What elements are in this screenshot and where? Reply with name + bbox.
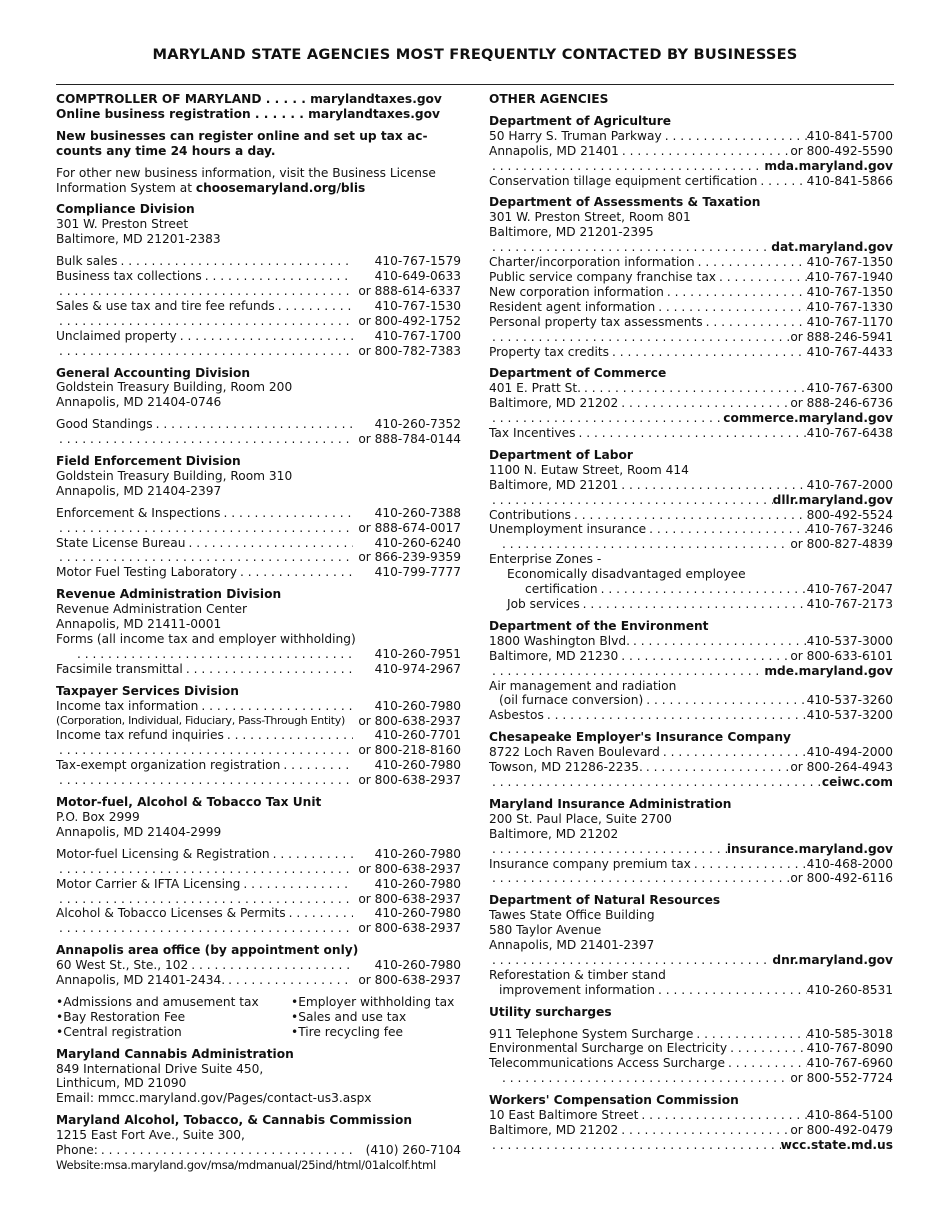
- assessment-item-label: Charter/incorporation information: [489, 255, 695, 270]
- natural-site[interactable]: dnr.maryland.gov: [772, 952, 893, 967]
- chesapeake-phone[interactable]: 410-494-2000: [806, 745, 893, 760]
- refund-alt-row: [56, 743, 461, 758]
- sales-use-phone[interactable]: 410-767-1530: [374, 298, 461, 313]
- general-addr1: Goldstein Treasury Building, Room 200: [56, 380, 293, 395]
- assessment-item-phone[interactable]: 410-767-1330: [806, 299, 893, 314]
- insurance-addr2: Baltimore, MD 21202: [489, 826, 619, 841]
- good-standings-alt[interactable]: or 888-784-0144: [358, 432, 461, 447]
- enforcement-alt[interactable]: or 888-674-0017: [358, 520, 461, 535]
- agriculture-addr2-row: [489, 144, 893, 159]
- tax-exempt-alt[interactable]: or 800-638-2937: [358, 773, 461, 788]
- page-title: MARYLAND STATE AGENCIES MOST FREQUENTLY CONTACTED BY BUSINESSES: [152, 46, 798, 63]
- comptroller-site[interactable]: marylandtaxes.gov: [310, 92, 442, 106]
- forms-label: Forms (all income tax and employer withholding): [56, 632, 356, 646]
- premium-tax-row: [489, 857, 893, 872]
- agriculture-alt[interactable]: or 800-492-5590: [790, 143, 893, 158]
- assessment-item-label: Public service company franchise tax: [489, 269, 717, 284]
- field-enforcement-division: [56, 454, 461, 580]
- agriculture-site[interactable]: mda.maryland.gov: [764, 158, 893, 173]
- general-accounting-division: [56, 366, 461, 448]
- assessments-section: [489, 195, 893, 359]
- table-row: [489, 255, 893, 270]
- asbestos-label: Asbestos: [489, 708, 544, 723]
- revenue-addr2: Annapolis, MD 21411-0001: [56, 617, 222, 632]
- fax-label: Facsimile transmittal: [56, 661, 183, 676]
- unemployment-label: Unemployment insurance: [489, 522, 647, 537]
- workers-addr2: Baltimore, MD 21202: [489, 1123, 619, 1137]
- natural-heading: Department of Natural Resources: [489, 893, 721, 908]
- other-agencies-heading: OTHER AGENCIES: [489, 92, 609, 106]
- workers-addr1-row: [489, 1108, 893, 1123]
- labor-addr2: Baltimore, MD 21201: [489, 477, 619, 492]
- atc-addr1: 1215 East Fort Ave., Suite 300,: [56, 1128, 245, 1143]
- table-row: [489, 270, 893, 285]
- tax-exempt-phone[interactable]: 410-260-7980: [374, 758, 461, 773]
- cannabis-email[interactable]: Email: mmcc.maryland.gov/Pages/contact-us3.aspx: [56, 1091, 372, 1106]
- improvement-phone[interactable]: 410-260-8531: [806, 982, 893, 997]
- agriculture-addr1-row: [489, 129, 893, 144]
- unclaimed-row: [56, 329, 461, 344]
- fuel-licensing-alt[interactable]: or 800-638-2937: [358, 861, 461, 876]
- environment-addr2-row: [489, 649, 893, 664]
- table-row: [489, 285, 893, 300]
- environment-site[interactable]: mde.maryland.gov: [764, 663, 893, 678]
- license-bureau-alt[interactable]: or 866-239-9359: [358, 550, 461, 565]
- alcohol-tobacco-row: [56, 906, 461, 921]
- income-tax-note: (Corporation, Individual, Fiduciary, Pass-Through Entity): [56, 713, 345, 727]
- commerce-site-row: [489, 411, 893, 426]
- assessment-item-label: Resident agent information: [489, 299, 656, 314]
- chesapeake-alt[interactable]: or 800-264-4943: [790, 760, 893, 775]
- taxpayer-services-division: [56, 684, 461, 788]
- chesapeake-addr2-row: [489, 760, 893, 775]
- forms-row: [56, 647, 461, 662]
- revenue-addr1: Revenue Administration Center: [56, 602, 248, 617]
- electricity-surcharge-row: [489, 1041, 893, 1056]
- insurance-heading: Maryland Insurance Administration: [489, 796, 732, 811]
- bulk-sales-label: Bulk sales: [56, 254, 118, 269]
- good-standings-label: Good Standings: [56, 417, 153, 432]
- asbestos-phone[interactable]: 410-537-3200: [806, 708, 893, 723]
- environment-heading: Department of the Environment: [489, 618, 709, 633]
- business-tax-alt[interactable]: or 888-614-6337: [358, 283, 461, 298]
- unemployment-alt[interactable]: or 800-827-4839: [790, 537, 893, 552]
- tax-incentives-row: [489, 426, 893, 441]
- certification-label: certification: [525, 582, 598, 597]
- annapolis-addr1-row: [56, 958, 461, 973]
- fax-row: [56, 662, 461, 677]
- chesapeake-site[interactable]: ceiwc.com: [821, 774, 893, 789]
- premium-tax-alt[interactable]: or 800-492-6116: [790, 871, 893, 886]
- assessments-heading: Department of Assessments & Taxation: [489, 195, 761, 210]
- labor-phone[interactable]: 410-767-2000: [806, 477, 893, 492]
- assessments-alt-row: [489, 330, 893, 345]
- commerce-addr2-row: [489, 396, 893, 411]
- commerce-phone[interactable]: 410-767-6300: [806, 381, 893, 396]
- commerce-addr1: 401 E. Pratt St.: [489, 381, 582, 396]
- chesapeake-addr2: Towson, MD 21286-2235.: [489, 760, 643, 775]
- asbestos-row: [489, 708, 893, 723]
- oil-furnace-row: [489, 693, 893, 708]
- atc-heading: Maryland Alcohol, Tobacco, & Cannabis Commission: [56, 1113, 413, 1128]
- insurance-addr1: 200 St. Paul Place, Suite 2700: [489, 811, 672, 826]
- unclaimed-alt-row: [56, 344, 461, 359]
- alcohol-tobacco-phone[interactable]: 410-260-7980: [374, 906, 461, 921]
- good-standings-row: [56, 417, 461, 432]
- sales-use-row: [56, 299, 461, 314]
- agriculture-phone[interactable]: 410-841-5700: [806, 128, 893, 143]
- assessments-addr1: 301 W. Preston Street, Room 801: [489, 210, 691, 225]
- refund-row: [56, 728, 461, 743]
- labor-site[interactable]: dllr.maryland.gov: [772, 492, 893, 507]
- natural-site-row: [489, 953, 893, 968]
- natural-addr2: 580 Taylor Avenue: [489, 923, 602, 938]
- environment-addr1: 1800 Washington Blvd.: [489, 633, 630, 648]
- comptroller-name: COMPTROLLER OF MARYLAND: [56, 92, 262, 106]
- business-tax-alt-row: [56, 284, 461, 299]
- annapolis-phone[interactable]: 410-260-7980: [374, 958, 461, 973]
- commerce-addr2: Baltimore, MD 21202: [489, 396, 619, 411]
- new-business-note-1: New businesses can register online and set up tax ac-: [56, 128, 428, 143]
- field-addr1: Goldstein Treasury Building, Room 310: [56, 468, 293, 483]
- utility-heading: Utility surcharges: [489, 1004, 612, 1019]
- workers-alt[interactable]: or 800-492-0479: [790, 1123, 893, 1137]
- commerce-alt[interactable]: or 888-246-6736: [790, 396, 893, 411]
- left-column: [56, 92, 461, 1173]
- motorfuel-heading: Motor-fuel, Alcohol & Tobacco Tax Unit: [56, 795, 322, 810]
- agriculture-addr1: 50 Harry S. Truman Parkway: [489, 128, 662, 143]
- assessment-item-phone[interactable]: 410-767-1350: [806, 255, 893, 270]
- fuel-testing-label: Motor Fuel Testing Laboratory: [56, 565, 238, 580]
- unemployment-row: [489, 522, 893, 537]
- motorfuel-addr2: Annapolis, MD 21404-2999: [56, 824, 222, 839]
- labor-addr1: 1100 N. Eutaw Street, Room 414: [489, 462, 689, 477]
- utility-section: [489, 1005, 893, 1087]
- new-business-note-2: counts any time 24 hours a day.: [56, 143, 276, 158]
- cannabis-addr2: Linthicum, MD 21090: [56, 1076, 187, 1091]
- motorfuel-addr1: P.O. Box 2999: [56, 809, 140, 824]
- contributions-row: [489, 508, 893, 523]
- contributions-label: Contributions: [489, 507, 572, 522]
- license-bureau-alt-row: [56, 550, 461, 565]
- environment-site-row: [489, 664, 893, 679]
- property-credits-row: [489, 345, 893, 360]
- agriculture-site-row: [489, 159, 893, 174]
- general-addr2: Annapolis, MD 21404-0746: [56, 395, 222, 410]
- labor-addr2-row: [489, 478, 893, 493]
- unclaimed-alt[interactable]: or 800-782-7383: [358, 343, 461, 358]
- workers-phone[interactable]: 410-864-5100: [806, 1108, 893, 1123]
- telecom-surcharge-phone[interactable]: 410-767-6960: [806, 1056, 893, 1071]
- electricity-surcharge-label: Environmental Surcharge on Electricity: [489, 1041, 728, 1056]
- natural-resources-section: [489, 893, 893, 997]
- tax-exempt-row: [56, 758, 461, 773]
- comptroller-section: [56, 92, 461, 195]
- motor-fuel-unit: [56, 795, 461, 936]
- assessments-addr2: Baltimore, MD 21201-2395: [489, 225, 654, 240]
- revenue-heading: Revenue Administration Division: [56, 587, 282, 602]
- environment-alt[interactable]: or 800-633-6101: [790, 648, 893, 663]
- income-tax-alt[interactable]: or 800-638-2937: [358, 713, 461, 728]
- telecom-surcharge-row: [489, 1056, 893, 1071]
- insurance-site[interactable]: insurance.maryland.gov: [726, 841, 893, 856]
- fuel-licensing-row: [56, 847, 461, 862]
- alcohol-tobacco-label: Alcohol & Tobacco Licenses & Permits: [56, 906, 286, 921]
- natural-addr3: Annapolis, MD 21401-2397: [489, 938, 655, 953]
- chesapeake-addr1: 8722 Loch Raven Boulevard: [489, 745, 660, 760]
- fuel-licensing-alt-row: [56, 862, 461, 877]
- fuel-licensing-label: Motor-fuel Licensing & Registration: [56, 846, 270, 861]
- license-bureau-label: State License Bureau: [56, 535, 186, 550]
- ifta-alt[interactable]: or 800-638-2937: [358, 891, 461, 906]
- conservation-label: Conservation tillage equipment certification: [489, 173, 758, 188]
- chesapeake-site-row: [489, 775, 893, 790]
- list-item: • Bay Restoration Fee: [56, 1010, 291, 1025]
- certification-row: [489, 582, 893, 597]
- tax-exempt-label: Tax-exempt organization registration: [56, 758, 281, 773]
- telephone-surcharge-phone[interactable]: 410-585-3018: [806, 1026, 893, 1041]
- assessment-item-phone[interactable]: 410-767-1170: [806, 314, 893, 329]
- sales-use-alt[interactable]: or 800-492-1752: [358, 313, 461, 328]
- online-registration-label: Online business registration: [56, 106, 251, 121]
- environment-addr1-row: [489, 634, 893, 649]
- air-management-label: Air management and radiation: [489, 678, 677, 693]
- list-item: • Admissions and amusement tax: [56, 995, 291, 1010]
- annapolis-alt[interactable]: or 800-638-2937: [358, 973, 461, 988]
- labor-section: [489, 448, 893, 612]
- environment-phone[interactable]: 410-537-3000: [806, 633, 893, 648]
- online-registration-dots: . . . . . .: [250, 106, 309, 121]
- workers-site[interactable]: wcc.state.md.us: [780, 1137, 893, 1152]
- chesapeake-addr1-row: [489, 745, 893, 760]
- telecom-surcharge-alt-row: [489, 1071, 893, 1086]
- unemployment-alt-row: [489, 537, 893, 552]
- refund-phone[interactable]: 410-260-7701: [374, 728, 461, 743]
- field-heading: Field Enforcement Division: [56, 454, 241, 469]
- environment-addr2: Baltimore, MD 21230: [489, 648, 619, 663]
- assessment-item-label: New corporation information: [489, 284, 664, 299]
- atc-phone-row: [56, 1143, 461, 1158]
- comptroller-line: [56, 92, 461, 107]
- ifta-alt-row: [56, 892, 461, 907]
- compliance-addr1: 301 W. Preston Street: [56, 217, 189, 232]
- assessments-site[interactable]: dat.maryland.gov: [771, 240, 893, 255]
- atc-website[interactable]: Website:msa.maryland.gov/msa/mdmanual/25ind/html/01alcolf.html: [56, 1158, 436, 1172]
- agriculture-heading: Department of Agriculture: [489, 113, 671, 128]
- natural-addr1: Tawes State Office Building: [489, 908, 655, 923]
- income-tax-label: Income tax information: [56, 698, 199, 713]
- cannabis-administration: [56, 1047, 461, 1107]
- labor-heading: Department of Labor: [489, 447, 633, 462]
- agriculture-section: [489, 114, 893, 189]
- fuel-licensing-phone[interactable]: 410-260-7980: [374, 846, 461, 861]
- premium-tax-phone[interactable]: 410-468-2000: [806, 856, 893, 871]
- commerce-addr1-row: [489, 381, 893, 396]
- commerce-heading: Department of Commerce: [489, 366, 667, 381]
- chesapeake-section: [489, 730, 893, 790]
- general-heading: General Accounting Division: [56, 365, 251, 380]
- list-item: • Tire recycling fee: [291, 1025, 461, 1040]
- enforcement-row: [56, 506, 461, 521]
- fuel-testing-phone[interactable]: 410-799-7777: [374, 565, 461, 580]
- good-standings-phone[interactable]: 410-260-7352: [374, 417, 461, 432]
- ifta-row: [56, 877, 461, 892]
- conservation-phone[interactable]: 410-841-5866: [806, 173, 893, 188]
- oil-furnace-label: (oil furnace conversion): [499, 693, 644, 708]
- cannabis-heading: Maryland Cannabis Administration: [56, 1046, 294, 1061]
- environment-section: [489, 619, 893, 723]
- business-tax-row: [56, 269, 461, 284]
- enforcement-phone[interactable]: 410-260-7388: [374, 505, 461, 520]
- online-registration-site[interactable]: marylandtaxes.gov: [308, 106, 440, 121]
- conservation-row: [489, 174, 893, 189]
- bulk-sales-row: [56, 254, 461, 269]
- blis-link[interactable]: choosemaryland.org/blis: [195, 180, 366, 195]
- property-credits-phone[interactable]: 410-767-4433: [806, 344, 893, 359]
- list-item: • Employer withholding tax: [291, 995, 461, 1010]
- field-addr2: Annapolis, MD 21404-2397: [56, 483, 222, 498]
- compliance-addr2: Baltimore, MD 21201-2383: [56, 232, 221, 247]
- assessment-item-phone[interactable]: 410-767-1350: [806, 284, 893, 299]
- other-info-text: Information System at: [56, 180, 196, 195]
- cannabis-addr1: 849 International Drive Suite 450,: [56, 1061, 264, 1076]
- agriculture-addr2: Annapolis, MD 21401: [489, 143, 619, 158]
- compliance-heading: Compliance Division: [56, 202, 195, 217]
- workers-addr2-row: [489, 1123, 893, 1138]
- tax-exempt-alt-row: [56, 773, 461, 788]
- online-registration-line: [56, 107, 461, 122]
- table-row: [489, 315, 893, 330]
- job-services-phone[interactable]: 410-767-2173: [806, 597, 893, 611]
- insurance-section: [489, 797, 893, 886]
- taxpayer-heading: Taxpayer Services Division: [56, 683, 239, 698]
- alcohol-tobacco-alt-row: [56, 921, 461, 936]
- other-info-2: [56, 181, 461, 196]
- assessment-item-label: Personal property tax assessments: [489, 314, 703, 329]
- assessments-alt[interactable]: or 888-246-5941: [790, 329, 893, 344]
- refund-label: Income tax refund inquiries: [56, 728, 224, 743]
- list-item: • Sales and use tax: [291, 1010, 461, 1025]
- refund-alt[interactable]: or 800-218-8160: [358, 743, 461, 758]
- job-services-row: [489, 597, 893, 612]
- alcohol-tobacco-alt[interactable]: or 800-638-2937: [358, 921, 461, 936]
- premium-tax-label: Insurance company premium tax: [489, 856, 691, 871]
- fax-phone[interactable]: 410-974-2967: [374, 661, 461, 676]
- improvement-label: improvement information: [499, 982, 655, 997]
- insurance-site-row: [489, 842, 893, 857]
- telecom-surcharge-label: Telecommunications Access Surcharge: [489, 1056, 725, 1071]
- telephone-surcharge-label: 911 Telephone System Surcharge: [489, 1026, 694, 1041]
- bulk-sales-phone[interactable]: 410-767-1579: [374, 254, 461, 269]
- unemployment-phone[interactable]: 410-767-3246: [806, 522, 893, 537]
- certification-phone[interactable]: 410-767-2047: [806, 582, 893, 597]
- annapolis-addr2-row: [56, 973, 461, 988]
- commerce-section: [489, 366, 893, 441]
- sales-use-label: Sales & use tax and tire fee refunds: [56, 298, 275, 313]
- annapolis-office: [56, 943, 461, 1039]
- list-item: • Central registration: [56, 1025, 291, 1040]
- atc-phone-label: Phone:: [56, 1143, 98, 1158]
- compliance-division: [56, 202, 461, 358]
- telecom-surcharge-alt[interactable]: or 800-552-7724: [790, 1071, 893, 1086]
- electricity-surcharge-phone[interactable]: 410-767-8090: [806, 1041, 893, 1056]
- property-credits-label: Property tax credits: [489, 344, 609, 359]
- premium-tax-alt-row: [489, 871, 893, 886]
- good-standings-alt-row: [56, 432, 461, 447]
- tax-incentives-label: Tax Incentives: [489, 426, 576, 441]
- annapolis-heading: Annapolis area office (by appointment only): [56, 943, 359, 958]
- income-tax-phone[interactable]: 410-260-7980: [374, 698, 461, 713]
- business-tax-label: Business tax collections: [56, 269, 202, 284]
- income-tax-alt-row: [56, 714, 461, 729]
- assessments-site-row: [489, 240, 893, 255]
- unclaimed-label: Unclaimed property: [56, 328, 177, 343]
- workers-comp-section: [489, 1093, 893, 1153]
- workers-site-row: [489, 1138, 893, 1153]
- enforcement-label: Enforcement & Inspections: [56, 505, 221, 520]
- workers-addr1: 10 East Baltimore Street: [489, 1108, 639, 1123]
- license-bureau-row: [56, 536, 461, 551]
- atc-commission: [56, 1113, 461, 1173]
- tax-incentives-phone[interactable]: 410-767-6438: [806, 426, 893, 441]
- ifta-phone[interactable]: 410-260-7980: [374, 876, 461, 891]
- oil-furnace-phone[interactable]: 410-537-3260: [806, 693, 893, 708]
- assessment-item-phone[interactable]: 410-767-1940: [806, 269, 893, 284]
- atc-phone[interactable]: (410) 260-7104: [365, 1143, 461, 1158]
- table-row: [489, 300, 893, 315]
- title-divider: [56, 84, 894, 85]
- income-tax-row: [56, 699, 461, 714]
- right-column: [489, 92, 893, 1153]
- sales-use-alt-row: [56, 314, 461, 329]
- business-tax-phone[interactable]: 410-649-0633: [374, 269, 461, 284]
- comptroller-dots: . . . . .: [261, 92, 311, 106]
- unclaimed-phone[interactable]: 410-767-1700: [374, 328, 461, 343]
- annapolis-services-list: [56, 995, 461, 1040]
- license-bureau-phone[interactable]: 410-260-6240: [374, 535, 461, 550]
- other-info-1: For other new business information, visit the Business License: [56, 165, 436, 180]
- commerce-site[interactable]: commerce.maryland.gov: [723, 411, 893, 426]
- enforcement-alt-row: [56, 521, 461, 536]
- annapolis-addr1: 60 West St., Ste., 102: [56, 958, 189, 973]
- reforestation-label: Reforestation & timber stand: [489, 967, 666, 982]
- annapolis-addr2: Annapolis, MD 21401-2434.: [56, 973, 226, 988]
- labor-site-row: [489, 493, 893, 508]
- improvement-row: [489, 983, 893, 998]
- fuel-testing-row: [56, 565, 461, 580]
- contributions-phone[interactable]: 800-492-5524: [806, 507, 893, 522]
- workers-heading: Workers' Compensation Commission: [489, 1093, 739, 1108]
- job-services-label: Job services: [507, 597, 580, 611]
- forms-phone[interactable]: 410-260-7951: [374, 646, 461, 661]
- chesapeake-heading: Chesapeake Employer's Insurance Company: [489, 730, 791, 745]
- economically-disadvantaged-label: Economically disadvantaged employee: [507, 567, 746, 582]
- revenue-division: [56, 587, 461, 676]
- telephone-surcharge-row: [489, 1027, 893, 1042]
- enterprise-zones-label: Enterprise Zones -: [489, 552, 602, 567]
- ifta-label: Motor Carrier & IFTA Licensing: [56, 876, 241, 891]
